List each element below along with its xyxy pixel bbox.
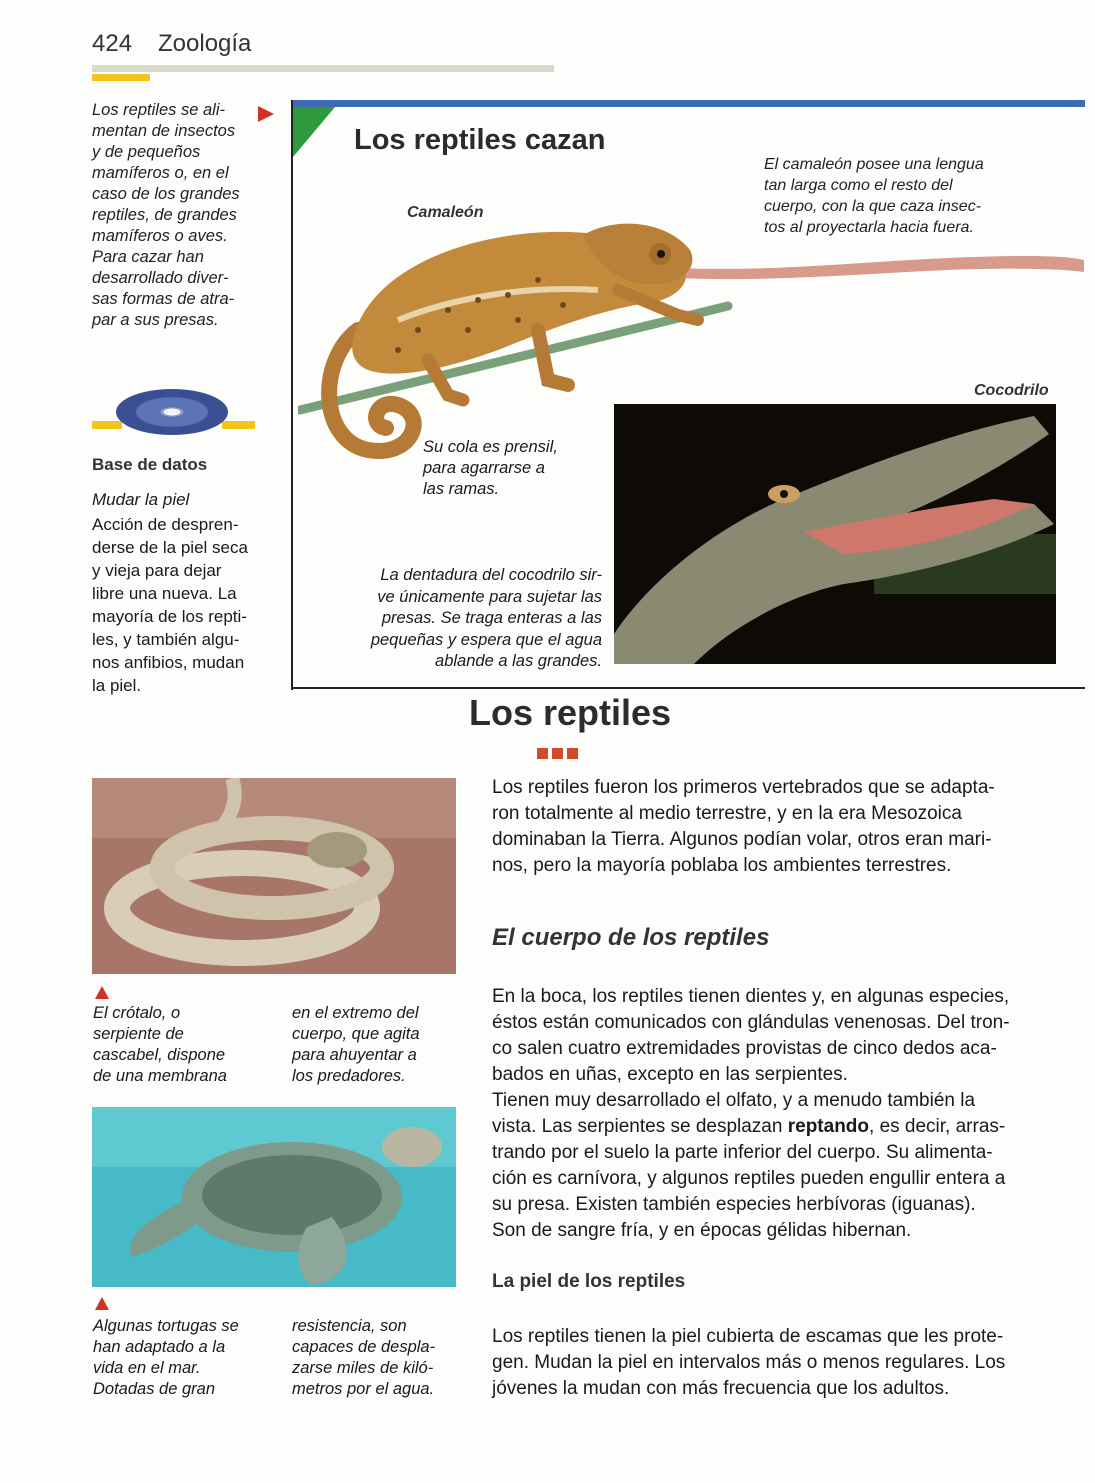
- turtle-caption-col2: resistencia, son capaces de despla- zarse miles de kiló- metros por el agua.: [292, 1317, 436, 1398]
- crocodile-photo: [614, 404, 1056, 664]
- turtle-caption-col1: Algunas tortugas se han adaptado a la vida en el mar. Dotadas de gran: [93, 1317, 239, 1398]
- database-rule-right: [222, 421, 255, 429]
- sea-turtle-photo: [92, 1107, 456, 1287]
- database-term: Mudar la piel: [92, 490, 190, 509]
- box-top-rule: [291, 100, 1085, 107]
- database-title: Base de datos: [92, 455, 208, 474]
- body-paragraph-1: En la boca, los reptiles tienen dientes y, en algunas especies, éstos están comunicados con glándulas venenosas. Del tron- co salen cuatro extremidades provistas de cinco dedos aca- bados en uñas, excepto en las serpientes.: [492, 986, 1010, 1085]
- title-square-icon: [537, 748, 548, 759]
- chameleon-label: Camaleón: [407, 204, 484, 221]
- caption-arrow-icon: [95, 986, 109, 999]
- bold-term: reptando: [787, 1116, 870, 1137]
- sidebar-intro: Los reptiles se ali- mentan de insectos y de pequeños mamíferos o, en el caso de los grandes reptiles, de grandes mamíferos o aves. Para cazar han desarrollado diver- sas formas de atra- par a sus presas.: [92, 101, 240, 329]
- tail-note: Su cola es prensil, para agarrarse a las ramas.: [423, 438, 558, 498]
- body-paragraph-2: [492, 1088, 1056, 1244]
- hunt-box-title: Los reptiles cazan: [354, 124, 606, 156]
- box-left-rule: [291, 100, 293, 690]
- main-title: Los reptiles: [469, 692, 672, 733]
- snake-caption-col1: El crótalo, o serpiente de cascabel, dispone de una membrana: [93, 1004, 227, 1085]
- header-accent: [92, 74, 150, 81]
- skin-heading: La piel de los reptiles: [492, 1271, 686, 1292]
- box-corner-accent: [293, 107, 335, 157]
- crocodile-label: Cocodrilo: [974, 382, 1049, 399]
- title-square-icon: [567, 748, 578, 759]
- body-heading: El cuerpo de los reptiles: [492, 924, 770, 951]
- crocodile-note: La dentadura del cocodrilo sir- ve únicamente para sujetar las presas. Se traga enteras a las pequeñas y espera que el agua ablande a las grandes.: [370, 566, 602, 670]
- caption-arrow-icon: [95, 1297, 109, 1310]
- skin-paragraph: Los reptiles tienen la piel cubierta de escamas que les prote- gen. Mudan la piel en intervalos más o menos regulares. Los jóvenes la mudan con más frecuencia que los adultos.: [492, 1326, 1006, 1399]
- rattlesnake-photo: [92, 778, 456, 974]
- page-number: 424: [92, 30, 133, 57]
- database-rule-left: [92, 421, 122, 429]
- title-square-icon: [552, 748, 563, 759]
- intro-paragraph: Los reptiles fueron los primeros vertebrados que se adapta- ron totalmente al medio terrestre, y en la era Mesozoica dominaban la Tierra. Algunos podían volar, otros eran mari- nos, pero la mayoría poblaba los ambientes terrestres.: [492, 777, 995, 876]
- body-paragraph-2-part-b: , es decir, arras- trando por el suelo la parte inferior del cuerpo. Su alimenta- ción es carnívora, y algunos reptiles pueden engullir entera a su presa. Existen también especies herbívoras (iguanas). Son de sangre fría, y en épocas gélidas hibernan.: [492, 1116, 1006, 1241]
- chameleon-note: El camaleón posee una lengua tan larga como el resto del cuerpo, con la que caza insec- tos al proyectarla hacia fuera.: [764, 156, 984, 236]
- snake-caption-col2: en el extremo del cuerpo, que agita para ahuyentar a los predadores.: [292, 1004, 420, 1085]
- box-bottom-rule: [291, 687, 1085, 689]
- header-rule: [92, 65, 554, 72]
- cd-rom-icon: [116, 389, 228, 435]
- section-title: Zoología: [158, 30, 252, 57]
- pointer-arrow-icon: [258, 106, 274, 122]
- database-definition: Acción de despren- derse de la piel seca y vieja para dejar libre una nueva. La mayoría de los repti- les, y también algu- nos anfibios, mudan la piel.: [92, 515, 248, 695]
- body-paragraph-2-part-a: Tienen muy desarrollado el olfato, y a menudo también la vista. Las serpientes se desplazan: [492, 1090, 976, 1137]
